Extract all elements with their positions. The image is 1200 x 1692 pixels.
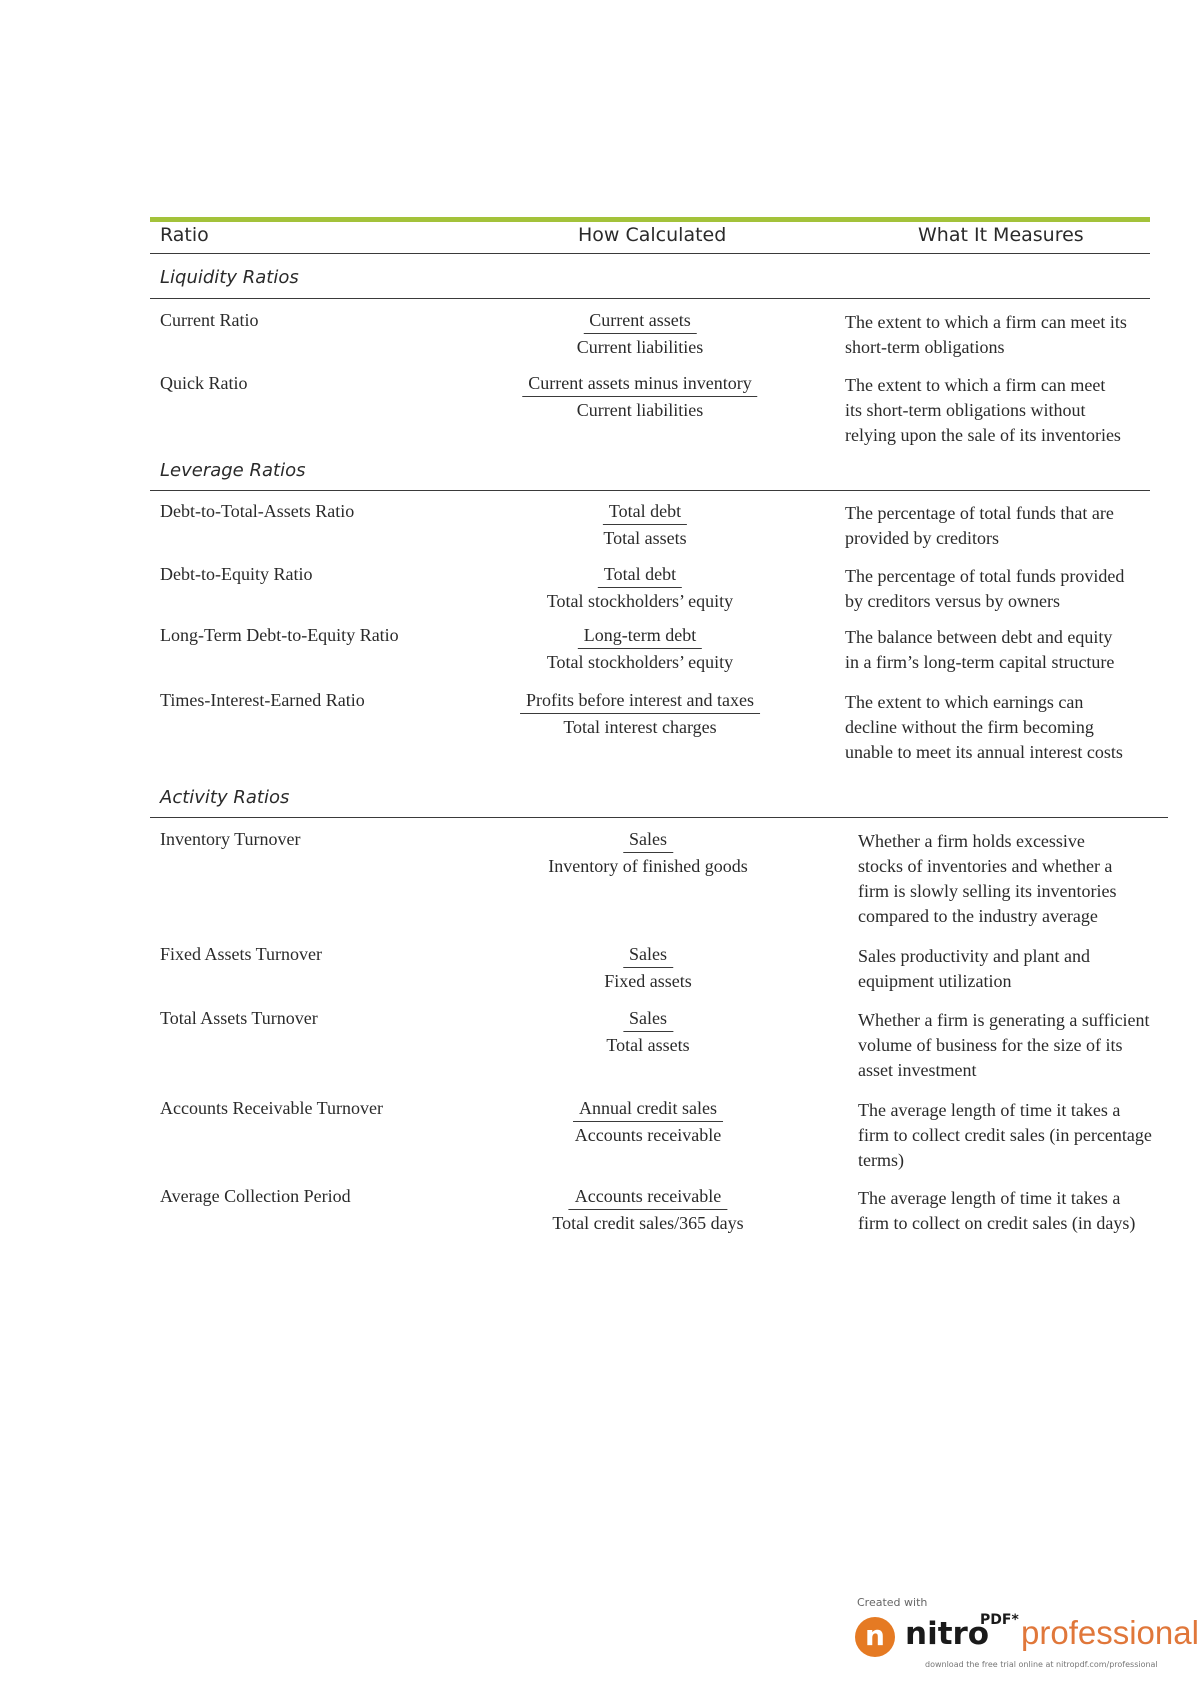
formula <box>573 1098 723 1146</box>
formula-denominator: Inventory of finished goods <box>548 856 748 876</box>
formula <box>522 373 757 421</box>
formula-numerator: Sales <box>623 944 673 968</box>
formula-denominator: Fixed assets <box>604 971 692 991</box>
header-divider <box>150 253 1150 254</box>
formula-numerator: Total debt <box>598 564 682 588</box>
formula <box>577 310 703 358</box>
formula-denominator: Total stockholders’ equity <box>546 652 734 672</box>
ratio-name: Average Collection Period <box>160 1186 351 1206</box>
ratio-name: Fixed Assets Turnover <box>160 944 323 964</box>
formula-denominator: Total assets <box>606 1035 690 1055</box>
formula-denominator: Total assets <box>603 528 687 548</box>
formula-numerator: Profits before interest and taxes <box>520 690 760 714</box>
ratio-name: Inventory Turnover <box>160 829 301 849</box>
nitro-logo-icon: n <box>855 1617 895 1657</box>
formula-denominator: Total stockholders’ equity <box>546 591 734 611</box>
ratio-name: Total Assets Turnover <box>160 1008 318 1028</box>
column-header-what-it-measures: What It Measures <box>918 224 1084 246</box>
ratio-name: Debt-to-Equity Ratio <box>160 564 313 584</box>
formula-numerator: Long-term debt <box>578 625 702 649</box>
measure-text: The balance between debt and equity in a firm’s long-term capital structure <box>845 627 1115 672</box>
brand-pdf: PDF* <box>980 1612 1019 1628</box>
measure-text: The extent to which a firm can meet its short-term obligations <box>845 312 1127 357</box>
section-divider <box>150 490 1150 491</box>
formula <box>547 625 733 673</box>
formula <box>548 829 747 877</box>
watermark-tagline: download the free trial online at nitropdf.com/professional <box>925 1660 1158 1669</box>
formula-numerator: Annual credit sales <box>573 1098 723 1122</box>
formula-numerator: Accounts receivable <box>569 1186 727 1210</box>
formula-denominator: Accounts receivable <box>574 1125 722 1145</box>
table-top-rule <box>150 217 1150 222</box>
section-title-leverage: Leverage Ratios <box>160 460 306 481</box>
measure-text: The percentage of total funds that are provided by creditors <box>845 503 1114 548</box>
formula <box>604 944 692 992</box>
formula <box>520 690 760 738</box>
created-with-label: Created with <box>857 1596 928 1609</box>
brand-edition: professional <box>1021 1614 1199 1651</box>
measure-text: The average length of time it takes a firm to collect on credit sales (in days) <box>858 1188 1136 1233</box>
measure-text: The average length of time it takes a firm to collect credit sales (in percentage terms) <box>858 1100 1152 1170</box>
measure-text: Sales productivity and plant and equipment utilization <box>858 946 1090 991</box>
brand-name: nitro <box>905 1616 990 1652</box>
measure-text: The percentage of total funds provided by creditors versus by owners <box>845 566 1125 611</box>
formula-denominator: Current liabilities <box>576 400 704 420</box>
formula-denominator: Total interest charges <box>563 717 717 737</box>
ratio-name: Quick Ratio <box>160 373 248 393</box>
column-header-how-calculated: How Calculated <box>578 224 727 246</box>
formula-numerator: Sales <box>623 1008 673 1032</box>
measure-text: Whether a firm holds excessive stocks of inventories and whether a firm is slowly selling its inventories compared to the industry average <box>858 831 1117 926</box>
formula <box>606 1008 689 1056</box>
measure-text: The extent to which a firm can meet its short-term obligations without relying upon the sale of its inventories <box>845 375 1121 445</box>
measure-text: Whether a firm is generating a sufficient volume of business for the size of its asset investment <box>858 1010 1150 1080</box>
ratio-name: Times-Interest-Earned Ratio <box>160 690 365 710</box>
formula <box>603 501 687 549</box>
formula-denominator: Current liabilities <box>576 337 704 357</box>
formula-denominator: Total credit sales/365 days <box>552 1213 744 1233</box>
ratio-name: Current Ratio <box>160 310 259 330</box>
section-title-liquidity: Liquidity Ratios <box>160 267 299 288</box>
formula-numerator: Current assets <box>583 310 696 334</box>
formula-numerator: Sales <box>623 829 673 853</box>
ratio-name: Long-Term Debt-to-Equity Ratio <box>160 625 399 645</box>
ratio-name: Debt-to-Total-Assets Ratio <box>160 501 355 521</box>
formula <box>552 1186 743 1234</box>
formula-numerator: Current assets minus inventory <box>522 373 757 397</box>
formula <box>547 564 733 612</box>
column-header-ratio: Ratio <box>160 224 209 246</box>
nitro-pdf-watermark <box>855 1596 1199 1686</box>
section-divider <box>150 817 1168 818</box>
measure-text: The extent to which earnings can decline without the firm becoming unable to meet its annual interest costs <box>845 692 1123 762</box>
formula-numerator: Total debt <box>603 501 687 525</box>
section-title-activity: Activity Ratios <box>160 787 290 808</box>
section-divider <box>150 298 1150 299</box>
ratio-name: Accounts Receivable Turnover <box>160 1098 383 1118</box>
